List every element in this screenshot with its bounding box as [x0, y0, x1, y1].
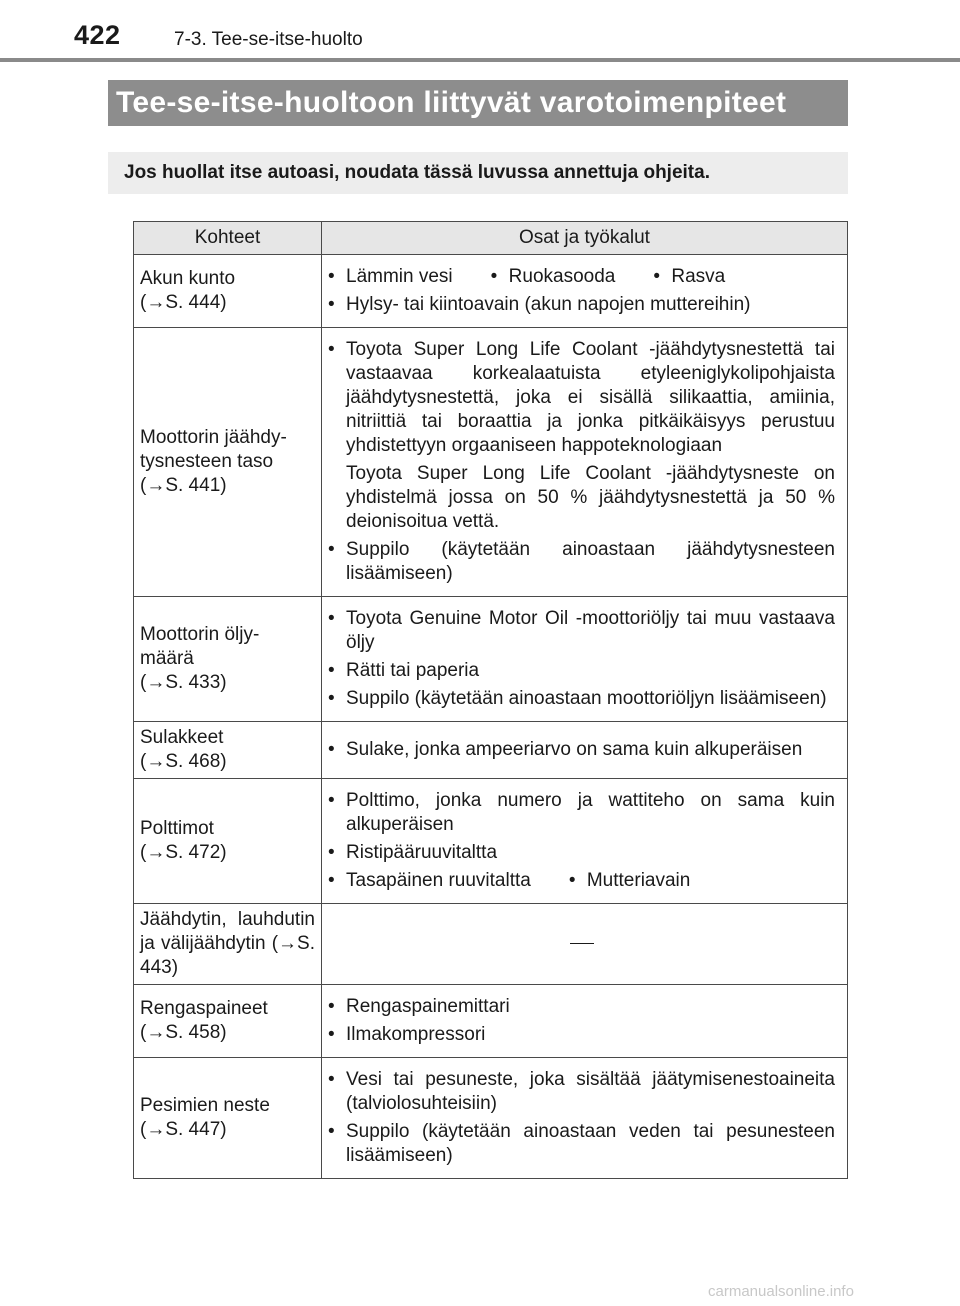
tools-cell: [322, 1058, 848, 1179]
page-reference: (→S. 444): [140, 292, 227, 313]
list-item: • Suppilo (käytetään ainoastaan jäähdytysnesteen lisäämiseen): [328, 539, 835, 584]
item-cell: [134, 904, 322, 985]
table-row: [134, 255, 848, 328]
list-item: • Suppilo (käytetään ainoastaan veden tai pesunesteen lisäämiseen): [328, 1121, 835, 1166]
page-reference: (→S. 472): [140, 842, 227, 863]
item-cell: [134, 597, 322, 722]
item-cell: [134, 1058, 322, 1179]
table-row: [134, 779, 848, 904]
list-item: • Polttimo, jonka numero ja wattiteho on sama kuin alkuperäisen: [328, 790, 835, 835]
list-item: • Suppilo (käytetään ainoastaan moottoriöljyn lisäämiseen): [328, 688, 827, 709]
intro-text: Jos huollat itse autoasi, noudata tässä luvussa annettuja ohjeita.: [108, 152, 848, 194]
page-reference: (→S. 468): [140, 751, 227, 772]
column-header-tools: Osat ja työkalut: [322, 222, 848, 255]
watermark: carmanualsonline.info: [708, 1283, 854, 1300]
item-cell: [134, 985, 322, 1058]
tools-cell: [322, 722, 848, 779]
table-row: [134, 328, 848, 597]
list-item: • Ilmakompressori: [328, 1024, 486, 1045]
list-item: • Rätti tai paperia: [328, 660, 480, 681]
item-name: Moottorin jäähdy-: [140, 427, 287, 448]
page-number: 422: [74, 20, 121, 50]
inline-bullet-row: [328, 869, 835, 893]
tools-cell: [322, 985, 848, 1058]
tools-cell: [322, 328, 848, 597]
section-label: 7-3. Tee-se-itse-huolto: [174, 29, 363, 50]
list-item: • Ruokasooda: [490, 266, 616, 287]
list-item: • Sulake, jonka ampeeriarvo on sama kuin alkuperäisen: [328, 739, 803, 760]
inline-bullet-row: [328, 265, 835, 289]
item-name: Pesimien neste: [140, 1095, 270, 1116]
page-title: Tee-se-itse-huoltoon liittyvät varotoimenpiteet: [108, 80, 848, 126]
list-item: • Lämmin vesi: [328, 266, 453, 287]
page-reference: (→S. 447): [140, 1119, 227, 1140]
table-header-row: [134, 222, 848, 255]
header-rule: [0, 58, 960, 62]
item-name: määrä: [140, 648, 194, 669]
list-item: • Mutteriavain: [568, 870, 691, 891]
tools-table: [133, 221, 848, 1179]
page-reference: (→S. 458): [140, 1022, 227, 1043]
tools-cell: [322, 904, 848, 985]
empty-dash: [570, 943, 594, 944]
tools-cell: [322, 597, 848, 722]
list-item: • Toyota Genuine Motor Oil -moottoriöljy tai muu vastaava öljy: [328, 608, 835, 653]
table-row: [134, 904, 848, 985]
list-item: • Vesi tai pesuneste, joka sisältää jäätymisenestoaineita (talviolosuhteisiin): [328, 1069, 835, 1114]
page-reference: (→S. 433): [140, 672, 227, 693]
table-row: [134, 722, 848, 779]
item-name: Rengaspaineet: [140, 998, 268, 1019]
list-item: • Ristipääruuvitaltta: [328, 842, 498, 863]
table-row: [134, 597, 848, 722]
item-cell: [134, 722, 322, 779]
item-name: Moottorin öljy-: [140, 624, 260, 645]
tools-cell: [322, 779, 848, 904]
item-cell: [134, 328, 322, 597]
column-header-items: Kohteet: [134, 222, 322, 255]
tools-cell: [322, 255, 848, 328]
item-name: Sulakkeet: [140, 727, 224, 748]
list-item: • Tasapäinen ruuvitaltta: [328, 870, 531, 891]
coolant-note: Toyota Super Long Life Coolant -jäähdytysneste on yhdistelmä jossa on 50 % jäähdytysnestettä ja 50 % deionisoitua vettä.: [346, 463, 835, 532]
list-item: • Rasva: [653, 266, 726, 287]
list-item: • Rengaspainemittari: [328, 996, 510, 1017]
item-name: Jäähdytin, lauhdutin ja välijäähdytin (→S. 443): [140, 909, 315, 978]
page-header: [0, 0, 960, 70]
table-row: [134, 985, 848, 1058]
item-name: Akun kunto: [140, 268, 236, 289]
table-row: [134, 1058, 848, 1179]
item-name: tysnesteen taso: [140, 451, 274, 472]
list-item: • Toyota Super Long Life Coolant -jäähdytysnestettä tai vastaavaa korkealaatuista etyleeniglykolipohjaista jäähdytysnestettä, joka ei sisällä silikaattia, amiinia, nitriittiä tai boraattia ja jonka pitkäikäisyys perustuu yhdistettyyn orgaaniseen happoteknologiaan: [328, 339, 835, 456]
item-cell: [134, 255, 322, 328]
item-cell: [134, 779, 322, 904]
item-name: Polttimot: [140, 818, 214, 839]
page-reference: (→S. 441): [140, 475, 227, 496]
list-item: • Hylsy- tai kiintoavain (akun napojen muttereihin): [328, 294, 751, 315]
